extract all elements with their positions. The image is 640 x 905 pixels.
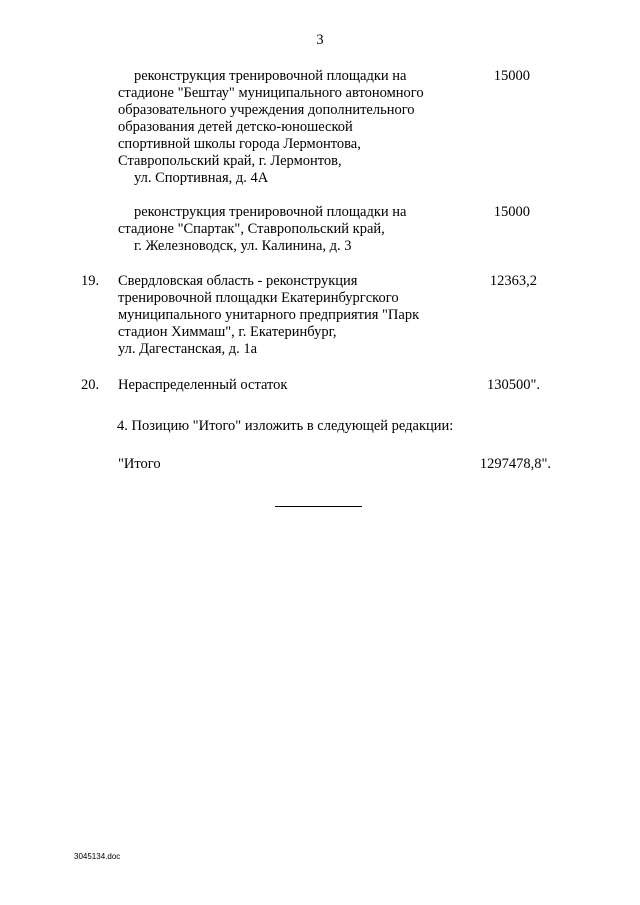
subitem-line: стадионе "Спартак", Ставропольский край, — [118, 221, 385, 237]
item-description — [118, 377, 474, 394]
item-line: Нераспределенный остаток — [118, 377, 288, 393]
subitem-line: спортивной школы города Лермонтова, — [118, 136, 361, 152]
subitem-lermontov — [118, 68, 474, 187]
subitem-amount: 15000 — [493, 204, 530, 220]
subitem-line: реконструкция тренировочной площадки на — [134, 204, 407, 220]
item-number: 20. — [81, 377, 100, 393]
item-line: ул. Дагестанская, д. 1а — [118, 341, 258, 357]
closing-rule — [275, 506, 362, 507]
item-line: тренировочной площадки Екатеринбургского — [118, 290, 399, 306]
item-description — [118, 273, 474, 358]
subitem-line: г. Железноводск, ул. Калинина, д. 3 — [134, 238, 352, 254]
instruction-paragraph: 4. Позицию "Итого" изложить в следующей редакции: — [117, 418, 454, 434]
total-label: "Итого — [118, 456, 161, 472]
item-amount: 12363,2 — [489, 273, 537, 289]
item-line: стадион Химмаш", г. Екатеринбург, — [118, 324, 337, 340]
subitem-line: ул. Спортивная, д. 4А — [134, 170, 269, 186]
subitem-amount: 15000 — [493, 68, 530, 84]
item-number: 19. — [81, 273, 100, 289]
subitem-line: образовательного учреждения дополнительного — [118, 102, 415, 118]
subitem-zheleznovodsk — [118, 204, 474, 255]
subitem-line: реконструкция тренировочной площадки на — [134, 68, 407, 84]
page-number: 3 — [316, 32, 324, 48]
total-amount: 1297478,8". — [479, 456, 551, 472]
subitem-line: стадионе "Бештау" муниципального автономного — [118, 85, 424, 101]
item-line: муниципального унитарного предприятия "Парк — [118, 307, 420, 323]
item-amount: 130500". — [486, 377, 540, 393]
subitem-line: Ставропольский край, г. Лермонтов, — [118, 153, 342, 169]
footer-filename: 3045134.doc — [74, 852, 121, 861]
subitem-line: образования детей детско-юношеской — [118, 119, 353, 135]
item-line: Свердловская область - реконструкция — [118, 273, 358, 289]
